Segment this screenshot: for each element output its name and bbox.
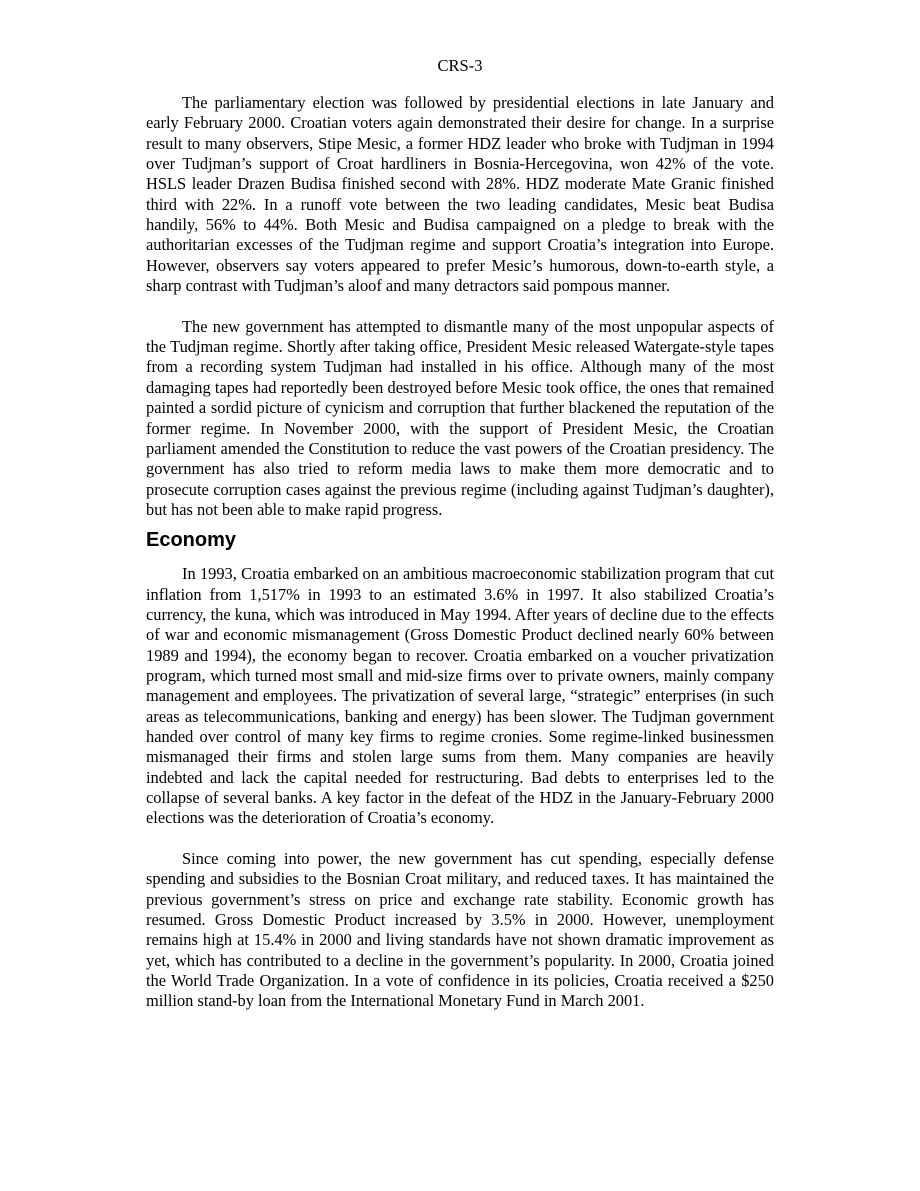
paragraph-presidential-elections: The parliamentary election was followed by presidential elections in late January and early February 2000. Croatian voters again demonstrated their desire for change. In a surprise result to many observers, Stipe Mesic, a former HDZ leader who broke with Tudjman in 1994 over Tudjman’s support of Croat hardliners in Bosnia-Hercegovina, won 42% of the vote. HSLS leader Drazen Budisa finished second with 28%. HDZ moderate Mate Granic finished third with 22%. In a runoff vote between the two leading candidates, Mesic beat Budisa handily, 56% to 44%. Both Mesic and Budisa campaigned on a pledge to break with the authoritarian excesses of the Tudjman regime and support Croatia’s integration into Europe. However, observers say voters appeared to prefer Mesic’s humorous, down-to-earth style, a sharp contrast with Tudjman’s aloof and many detractors said pompous manner.: [146, 93, 774, 296]
paragraph-spacer: [146, 296, 774, 316]
paragraph-economy-stabilization: In 1993, Croatia embarked on an ambitious macroeconomic stabilization program that cut inflation from 1,517% in 1993 to an estimated 3.6% in 1997. It also stabilized Croatia’s currency, the kuna, which was introduced in May 1994. After years of decline due to the effects of war and economic mismanagement (Gross Domestic Product declined nearly 60% between 1989 and 1994), the economy began to recover. Croatia embarked on a voucher privatization program, which turned most small and mid-size firms over to private owners, mainly company management and employees. The privatization of several large, “strategic” enterprises (in such areas as telecommunications, banking and energy) has been slower. The Tudjman government handed over control of many key firms to regime cronies. Some regime-linked businessmen mismanaged their firms and stolen large sums from them. Many companies are heavily indebted and lack the capital needed for restructuring. Bad debts to enterprises led to the collapse of several banks. A key factor in the defeat of the HDZ in the January-February 2000 elections was the deterioration of Croatia’s economy.: [146, 564, 774, 828]
paragraph-spacer: [146, 829, 774, 849]
document-body: [146, 93, 774, 1012]
paragraph-new-government-reforms: The new government has attempted to dismantle many of the most unpopular aspects of the Tudjman regime. Shortly after taking office, President Mesic released Watergate-style tapes from a recording system Tudjman had installed in his office. Although many of the most damaging tapes had reportedly been destroyed before Mesic took office, the ones that remained painted a sordid picture of cynicism and corruption that further blackened the reputation of the former regime. In November 2000, with the support of President Mesic, the Croatian parliament amended the Constitution to reduce the vast powers of the Croatian presidency. The government has also tried to reform media laws to make them more democratic and to prosecute corruption cases against the previous regime (including against Tudjman’s daughter), but has not been able to make rapid progress.: [146, 316, 774, 519]
page-number-header: CRS-3: [437, 56, 483, 75]
section-heading-economy: Economy: [146, 529, 237, 552]
paragraph-economy-new-government: Since coming into power, the new government has cut spending, especially defense spending and subsidies to the Bosnian Croat military, and reduced taxes. It has maintained the previous government’s stress on price and exchange rate stability. Economic growth has resumed. Gross Domestic Product increased by 3.5% in 2000. However, unemployment remains high at 15.4% in 2000 and living standards have not shown dramatic improvement as yet, which has contributed to a decline in the government’s popularity. In 2000, Croatia joined the World Trade Organization. In a vote of confidence in its policies, Croatia received a $250 million stand-by loan from the International Monetary Fund in March 2001.: [146, 849, 774, 1011]
